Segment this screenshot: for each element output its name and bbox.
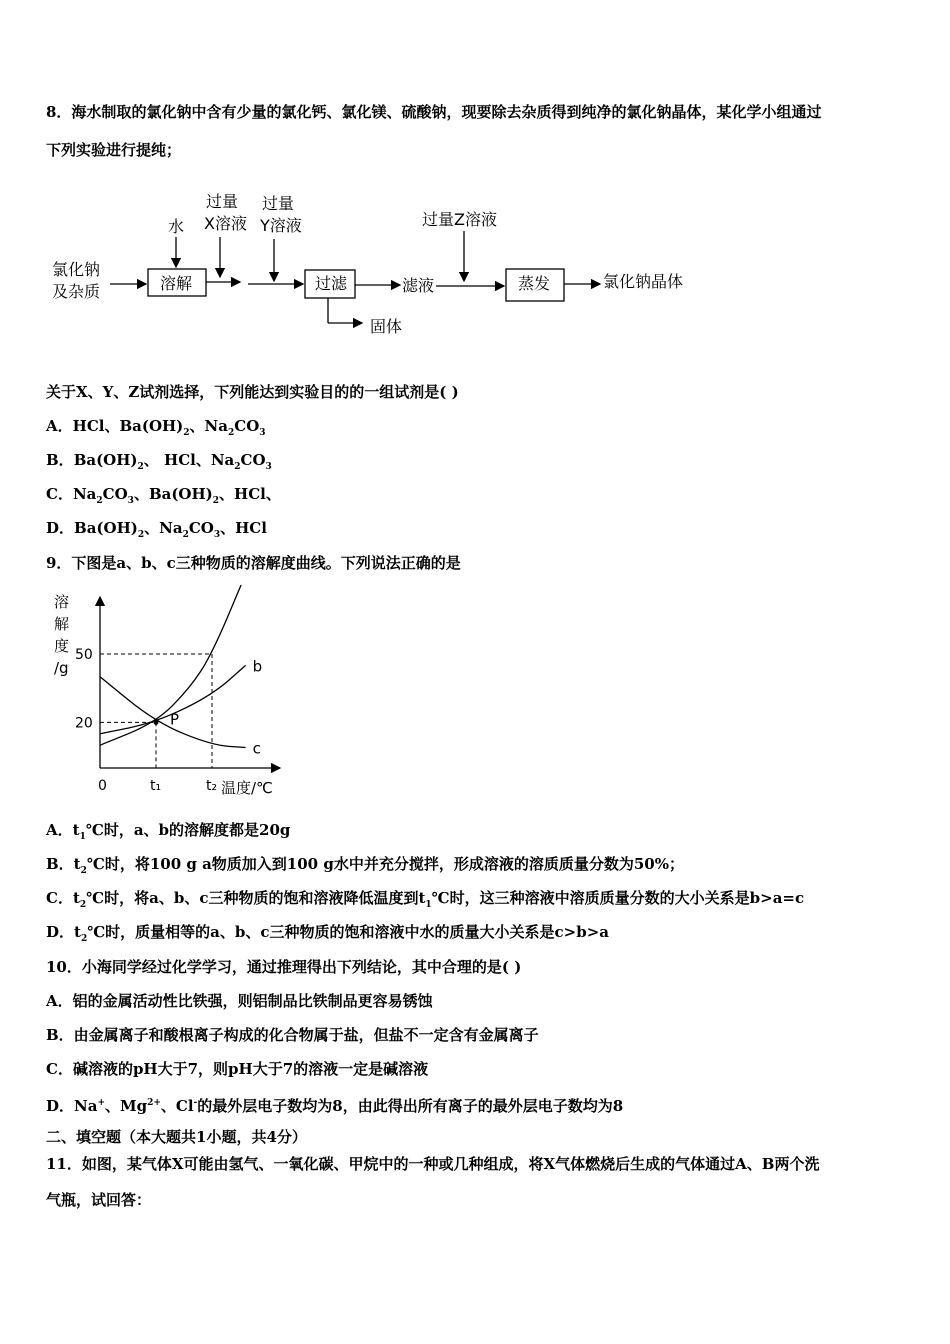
section-2-title: 二、填空题（本大题共1小题，共4分）	[46, 1128, 307, 1146]
q10-option-a[interactable]: A．铝的金属活动性比铁强，则铝制品比铁制品更容易锈蚀	[46, 992, 433, 1010]
q8-flow-diagram	[40, 185, 720, 345]
curve-label-c: c	[252, 739, 261, 758]
flow-y-line1: 过量	[262, 194, 295, 213]
flow-dissolve: 溶解	[160, 274, 193, 293]
intersection-point	[154, 720, 159, 725]
q10-stem: 10．小海同学经过化学学习，通过推理得出下列结论，其中合理的是( )	[46, 958, 522, 976]
flow-x-line2: X溶液	[204, 214, 247, 233]
flow-filtrate: 滤液	[402, 276, 435, 295]
q11-line2: 气瓶，试回答：	[46, 1191, 152, 1209]
q8-question: 关于X、Y、Z试剂选择，下列能达到实验目的的一组试剂是( )	[46, 383, 459, 401]
x-tick-label-0: 0	[98, 778, 107, 794]
q9-option-a[interactable]: A．$t_1℃$时，a、b的溶解度都是20g	[46, 821, 291, 842]
curve-label-b: b	[252, 657, 263, 676]
flow-z-reagent: 过量Z溶液	[422, 210, 497, 229]
point-label-p: P	[170, 710, 180, 729]
q8-option-b[interactable]: B．$Ba(OH)_2$、 HCl、$Na_2CO_3$	[46, 451, 272, 472]
q8-option-a[interactable]: A．HCl、$Ba(OH)_2$、$Na_2CO_3$	[46, 417, 266, 438]
x-tick-label-2: t₂	[206, 778, 218, 794]
flow-water: 水	[168, 217, 185, 236]
q8-stem-line1: 8．海水制取的氯化钠中含有少量的氯化钙、氯化镁、硫酸钠，现要除去杂质得到纯净的氯化钠晶体，某化学小组通过	[46, 103, 822, 121]
ylabel-char-4: /g	[54, 659, 69, 677]
flow-product: 氯化钠晶体	[603, 272, 684, 291]
flow-solid: 固体	[370, 317, 403, 336]
q10-option-b[interactable]: B．由金属离子和酸根离子构成的化合物属于盐，但盐不一定含有金属离子	[46, 1026, 539, 1044]
q8-stem-line2: 下列实验进行提纯；	[46, 141, 182, 159]
ylabel-char-3: 度	[54, 637, 70, 655]
flow-input-line1: 氯化钠	[52, 260, 101, 279]
flow-y-line2: Y溶液	[260, 216, 302, 235]
flow-evaporate: 蒸发	[518, 274, 551, 293]
solubility-chart	[40, 585, 300, 805]
flow-filter: 过滤	[315, 274, 348, 293]
flow-input-line2: 及杂质	[52, 282, 101, 301]
x-tick-label-1: t₁	[150, 778, 162, 794]
y-tick-label-20: 20	[75, 715, 93, 732]
q8-option-d[interactable]: D．$Ba(OH)_2$、$Na_2CO_3$、HCl	[46, 519, 267, 540]
q9-option-b[interactable]: B．$t_2℃$时，将100 g a物质加入到100 g水中并充分搅拌，形成溶液的溶质质量分数为50%；	[46, 855, 684, 876]
y-tick-label-50: 50	[75, 647, 93, 663]
q9-stem: 9．下图是a、b、c三种物质的溶解度曲线。下列说法正确的是	[46, 554, 461, 572]
q9-option-c[interactable]: C．$t_2℃$时，将a、b、c三种物质的饱和溶液降低温度到$t_1℃$时，这三种溶液中溶质质量分数的大小关系是b>a=c	[46, 889, 805, 910]
ylabel-char-1: 溶	[54, 593, 70, 611]
q11-line1: 11．如图，某气体X可能由氢气、一氧化碳、甲烷中的一种或几种组成，将X气体燃烧后生成的气体通过A、B两个洗	[46, 1155, 820, 1173]
q9-option-d[interactable]: D．$t_2℃$时，质量相等的a、b、c三种物质的饱和溶液中水的质量大小关系是c>b>a	[46, 923, 609, 944]
flow-x-line1: 过量	[206, 192, 239, 211]
q8-option-c[interactable]: C．$Na_2CO_3$、$Ba(OH)_2$、HCl、	[46, 485, 281, 506]
ylabel-char-2: 解	[54, 615, 70, 633]
q10-option-c[interactable]: C．碱溶液的pH大于7，则pH大于7的溶液一定是碱溶液	[46, 1060, 429, 1078]
xlabel: 温度/℃	[221, 779, 273, 797]
q10-option-d[interactable]: D．Na+、$Mg^{2+}$、Cl-的最外层电子数均为8，由此得出所有离子的最外层电子数均为8	[46, 1097, 624, 1115]
